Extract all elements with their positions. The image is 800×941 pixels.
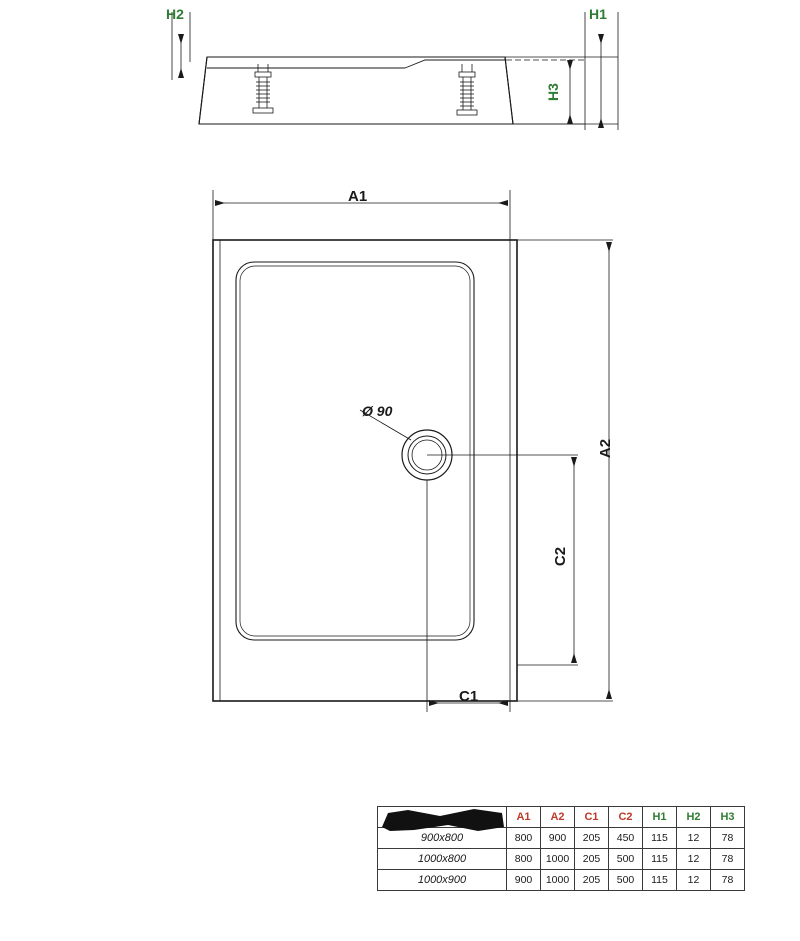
table-header-name	[378, 807, 507, 828]
label-h3: H3	[544, 83, 561, 101]
table-cell-c1: 205	[575, 828, 609, 849]
table-cell-c1: 205	[575, 849, 609, 870]
table-cell-a1: 800	[507, 849, 541, 870]
table-cell-a1: 900	[507, 870, 541, 891]
table-header-a2: A2	[541, 807, 575, 828]
table-row	[378, 828, 745, 849]
label-a1: A1	[348, 188, 368, 205]
table-cell-model: 1000x900	[378, 870, 507, 891]
table-header-h2: H2	[677, 807, 711, 828]
label-h1: H1	[589, 6, 607, 22]
table-cell-c2: 450	[609, 828, 643, 849]
label-h2: H2	[166, 6, 184, 22]
table-cell-h2: 12	[677, 870, 711, 891]
label-c2: C2	[552, 546, 570, 567]
table-cell-a2: 1000	[541, 849, 575, 870]
table-header-row	[378, 807, 745, 828]
table-row	[378, 870, 745, 891]
table-cell-a2: 1000	[541, 870, 575, 891]
table-cell-model: 1000x800	[378, 849, 507, 870]
table-header-c2: C2	[609, 807, 643, 828]
table-cell-c2: 500	[609, 870, 643, 891]
table-cell-c2: 500	[609, 849, 643, 870]
table-cell-h1: 115	[643, 828, 677, 849]
table-cell-h2: 12	[677, 828, 711, 849]
table-cell-a1: 800	[507, 828, 541, 849]
dimensions-table	[377, 806, 745, 891]
table-header-h1: H1	[643, 807, 677, 828]
table-header-h3: H3	[711, 807, 745, 828]
table-cell-h3: 78	[711, 828, 745, 849]
table-cell-model: 900x800	[378, 828, 507, 849]
table-cell-h3: 78	[711, 870, 745, 891]
table-cell-h1: 115	[643, 849, 677, 870]
table-header-a1: A1	[507, 807, 541, 828]
table-cell-a2: 900	[541, 828, 575, 849]
table-cell-c1: 205	[575, 870, 609, 891]
table-cell-h1: 115	[643, 870, 677, 891]
table-cell-h3: 78	[711, 849, 745, 870]
label-drain-diameter: Ø 90	[362, 403, 393, 419]
table-row	[378, 849, 745, 870]
label-c1: C1	[459, 688, 479, 705]
label-a2: A2	[597, 438, 615, 459]
table-header-c1: C1	[575, 807, 609, 828]
table-cell-h2: 12	[677, 849, 711, 870]
